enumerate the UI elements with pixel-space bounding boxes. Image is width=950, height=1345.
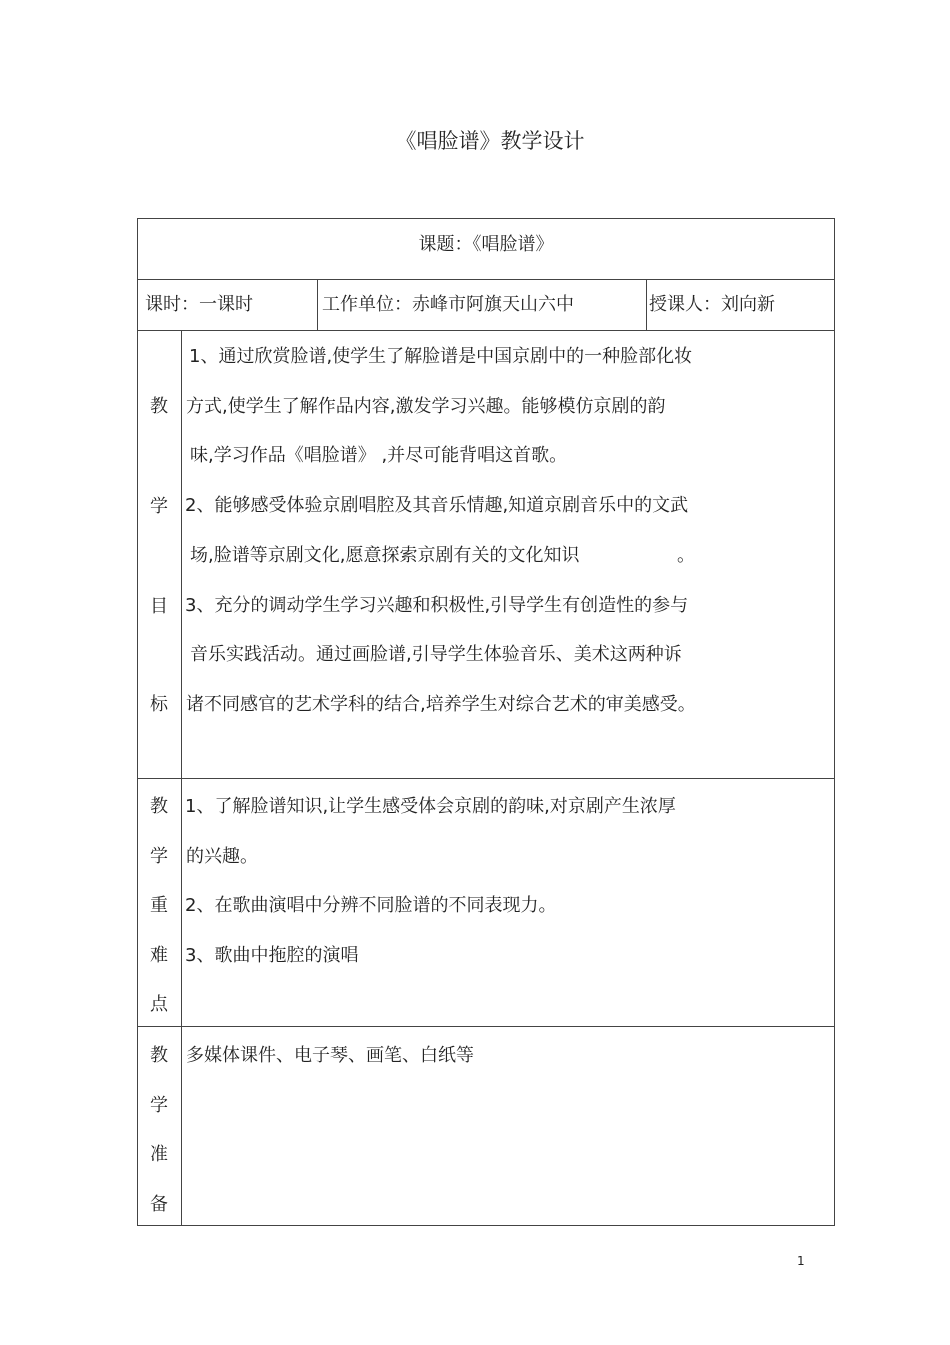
table-border-right [834,218,835,1225]
objective-line: 音乐实践活动。通过画脸谱,引导学生体验音乐、美术这两种诉 [190,644,682,665]
class-hours: 课时：一课时 [145,294,253,315]
key-point-line: 1、了解脸谱知识,让学生感受体会京剧的韵味,对京剧产生浓厚 [185,796,676,817]
lesson-plan-table [137,218,835,1225]
objective-line: 1、通过欣赏脸谱,使学生了解脸谱是中国京剧中的一种脸部化妆 [189,346,693,367]
objectives-label-char: 学 [150,496,168,517]
column-divider [646,279,647,330]
objective-line: 场,脸谱等京剧文化,愿意探索京剧有关的文化知识 [190,545,580,566]
objective-line: 3、充分的调动学生学习兴趣和积极性,引导学生有创造性的参与 [185,595,689,616]
preparation-label-char: 备 [150,1194,168,1215]
row-divider [137,1026,835,1027]
row-divider [137,330,835,331]
objective-line: 2、能够感受体验京剧唱腔及其音乐情趣,知道京剧音乐中的文武 [185,495,689,516]
table-border-bottom [137,1225,835,1226]
objective-line: 。 [677,545,695,566]
document-title: 《唱脸谱》教学设计 [395,129,585,153]
preparation-label-char: 教 [150,1045,168,1066]
key-points-label-char: 点 [150,994,168,1015]
key-point-line: 的兴趣。 [186,846,258,867]
table-border-top [137,218,835,219]
key-points-label-char: 教 [150,796,168,817]
table-border-left [137,218,138,1225]
preparation-label-char: 准 [150,1144,168,1165]
key-point-line: 3、歌曲中拖腔的演唱 [185,945,359,966]
work-unit: 工作单位：赤峰市阿旗天山六中 [322,294,574,315]
objectives-label-char: 目 [150,596,168,617]
lesson-topic: 课题：《唱脸谱》 [418,234,554,255]
objectives-label-char: 教 [150,396,168,417]
row-divider [137,279,835,280]
key-points-label-char: 重 [150,895,168,916]
preparation-line: 多媒体课件、电子琴、画笔、白纸等 [186,1045,474,1066]
preparation-label-char: 学 [150,1095,168,1116]
teacher-name: 授课人：刘向新 [649,294,775,315]
key-points-label-char: 难 [150,945,168,966]
row-divider [137,778,835,779]
label-column-divider [181,330,182,1225]
objective-line: 方式,使学生了解作品内容,激发学习兴趣。能够模仿京剧的韵 [186,396,666,417]
objective-line: 味,学习作品《唱脸谱》 ,并尽可能背唱这首歌。 [190,445,568,466]
objective-line: 诸不同感官的艺术学科的结合,培养学生对综合艺术的审美感受。 [186,694,696,715]
column-divider [317,279,318,330]
key-points-label-char: 学 [150,846,168,867]
objectives-label-char: 标 [150,694,168,715]
page-number: 1 [797,1254,805,1268]
key-point-line: 2、在歌曲演唱中分辨不同脸谱的不同表现力。 [185,895,557,916]
